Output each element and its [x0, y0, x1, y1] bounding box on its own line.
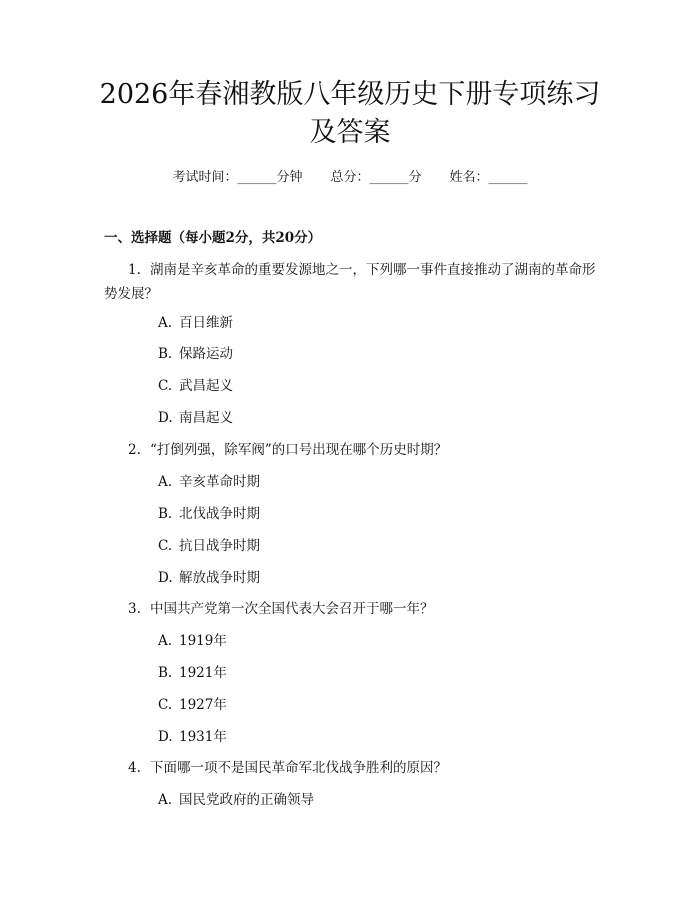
question-3	[104, 597, 604, 621]
question-number: 4.	[128, 760, 141, 776]
option-text: 1921年	[179, 665, 227, 681]
q1-option-a	[158, 313, 233, 333]
option-text: 1931年	[179, 729, 227, 745]
option-label: D.	[158, 729, 173, 745]
option-text: 1927年	[179, 697, 227, 713]
option-label: A.	[158, 792, 173, 808]
question-text: 下面哪一项不是国民革命军北伐战争胜利的原因？	[150, 760, 447, 776]
option-label: A.	[158, 315, 173, 331]
q1-option-c	[158, 376, 233, 396]
option-label: B.	[158, 346, 173, 362]
question-1	[104, 258, 604, 306]
question-2	[104, 438, 604, 462]
option-text: 武昌起义	[179, 378, 233, 394]
q3-option-c	[158, 695, 227, 715]
question-number: 1.	[128, 262, 141, 278]
option-label: C.	[158, 538, 173, 554]
question-number: 3.	[128, 601, 141, 617]
option-label: C.	[158, 378, 173, 394]
option-text: 国民党政府的正确领导	[179, 792, 314, 808]
exam-meta-line	[0, 168, 700, 188]
q2-option-a	[158, 472, 260, 492]
section-heading: 一、选择题（每小题2分，共20分）	[104, 230, 322, 246]
total-score-field: 总分：______分	[330, 170, 422, 185]
option-label: B.	[158, 506, 173, 522]
q1-option-b	[158, 344, 233, 364]
q3-option-b	[158, 663, 227, 683]
q2-option-b	[158, 504, 260, 524]
q3-option-d	[158, 727, 227, 747]
option-text: 辛亥革命时期	[179, 474, 260, 490]
option-text: 百日维新	[179, 315, 233, 331]
question-number: 2.	[128, 442, 141, 458]
q4-option-a	[158, 790, 314, 810]
question-text: 中国共产党第一次全国代表大会召开于哪一年？	[150, 601, 434, 617]
option-text: 抗日战争时期	[179, 538, 260, 554]
q3-option-a	[158, 631, 227, 651]
option-label: B.	[158, 665, 173, 681]
option-text: 1919年	[179, 633, 227, 649]
question-text: “打倒列强，除军阀”的口号出现在哪个历史时期？	[150, 442, 448, 458]
option-label: D.	[158, 570, 173, 586]
q2-option-c	[158, 536, 260, 556]
option-label: D.	[158, 410, 173, 426]
q2-option-d	[158, 568, 260, 588]
document-title: 2026年春湘教版八年级历史下册专项练习及答案	[99, 79, 601, 148]
student-name-field: 姓名：______	[449, 170, 528, 185]
option-text: 保路运动	[179, 346, 233, 362]
option-text: 解放战争时期	[179, 570, 260, 586]
option-text: 北伐战争时期	[179, 506, 260, 522]
question-4	[104, 756, 604, 780]
q1-option-d	[158, 408, 233, 428]
option-label: A.	[158, 633, 173, 649]
option-text: 南昌起义	[179, 410, 233, 426]
question-text: 湖南是辛亥革命的重要发源地之一，下列哪一事件直接推动了湖南的革命形势发展？	[104, 262, 596, 302]
option-label: C.	[158, 697, 173, 713]
option-label: A.	[158, 474, 173, 490]
exam-time-field: 考试时间：______分钟	[172, 170, 303, 185]
